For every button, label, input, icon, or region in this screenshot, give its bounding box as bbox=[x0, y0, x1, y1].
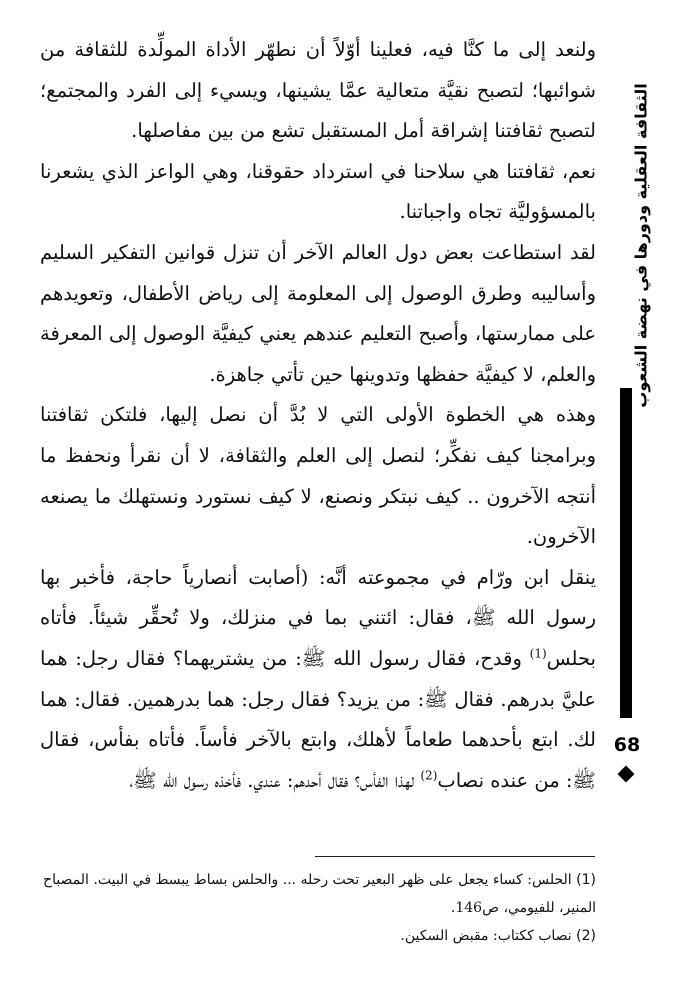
paragraph-4: وهذه هي الخطوة الأولى التي لا بُدَّ أن نصل إليها، فلتكن ثقافتنا وبرامجنا كيف نفكِّر؛ لنصل إلى العلم والثقافة، لا أن نقرأ ونحفظ ما أنتجه الآخرون .. كيف نبتكر ونصنع، لا كيف نستورد ونستهلك ما يصنعه الآخرون. bbox=[40, 403, 596, 549]
footnote-separator bbox=[315, 856, 595, 857]
footnote-1 bbox=[40, 866, 596, 922]
page-number: 68 bbox=[613, 734, 641, 756]
footnote-marker-2: (2) bbox=[420, 768, 438, 783]
paragraph-1: ولنعد إلى ما كنَّا فيه، فعلينا أوّلاً أن نطهّر الأداة المولِّدة للثقافة من شوائبها؛ لتصبح نقيَّة متعالية عمَّا يشينها، ويسيء إلى الفرد والمجتمع؛ لتصبح ثقافتنا إشراقة أمل المستقبل تشع من بين مفاصلها. bbox=[40, 38, 596, 143]
paragraph-hadith bbox=[40, 558, 596, 802]
footnote-1-number: (1) bbox=[576, 872, 596, 888]
footnote-2-number: (2) bbox=[576, 928, 596, 944]
running-title bbox=[611, 82, 671, 408]
hadith-part-2: وقدح، فقال رسول الله ﷺ: من يشتريهما؟ فقال رجل: هما عليَّ بدرهم. فقال ﷺ: من يزيد؟ فقال رجل: هما بدرهمين. فقال: هما لك. ابتع بأحدهما طعاماً لأهلك، وابتع بالآخر فأساً. فأتاه بفأس، فقال ﷺ: من عنده نصاب bbox=[40, 646, 596, 792]
paragraph-3: لقد استطاعت بعض دول العالم الآخر أن تنزل قوانين التفكير السليم وأساليبه وطرق الوصول إلى المعلومة إلى رياض الأطفال، وتعويدهم على ممارستها، وأصبح التعليم عندهم يعني كيفيَّة الوصول إلى المعرفة والعلم، لا كيفيَّة حفظها وتدوينها حين تأتي جاهزة. bbox=[40, 240, 596, 386]
footnote-marker-1: (1) bbox=[529, 646, 547, 661]
hadith-part-3: لهذا الفأس؟ فقال أحدهم: عندي. فأخذه رسول الله ﷺ، bbox=[129, 768, 421, 792]
main-text bbox=[40, 30, 596, 801]
diamond-ornament-icon bbox=[618, 766, 635, 783]
running-title-text: الثقافة العقلية ودورها في نهضة الشعوب bbox=[631, 82, 651, 408]
paragraph-2: نعم، ثقافتنا هي سلاحنا في استرداد حقوقنا، وهي الواعز الذي يشعرنا بالمسؤوليَّة تجاه واجباتنا. bbox=[40, 159, 596, 224]
hadith-part-1: ينقل ابن ورّام في مجموعته أنَّه: (أصابت أنصارياً حاجة، فأخبر بها رسول الله ﷺ، فقال: ائتني بما في منزلك، ولا تُحقِّر شيئاً. فأتاه بحلس bbox=[40, 565, 596, 670]
side-black-bar bbox=[620, 388, 632, 718]
footnote-1-text: الحلس: كساء يجعل على ظهر البعير تحت رحله ... والحلس بساط يبسط في البيت. المصباح المنير، للفيومي، ص146. bbox=[43, 872, 596, 916]
footnote-2 bbox=[40, 922, 596, 950]
footnote-2-text: نصاب ككتاب: مقبض السكين. bbox=[400, 928, 572, 944]
footnotes bbox=[40, 866, 596, 950]
